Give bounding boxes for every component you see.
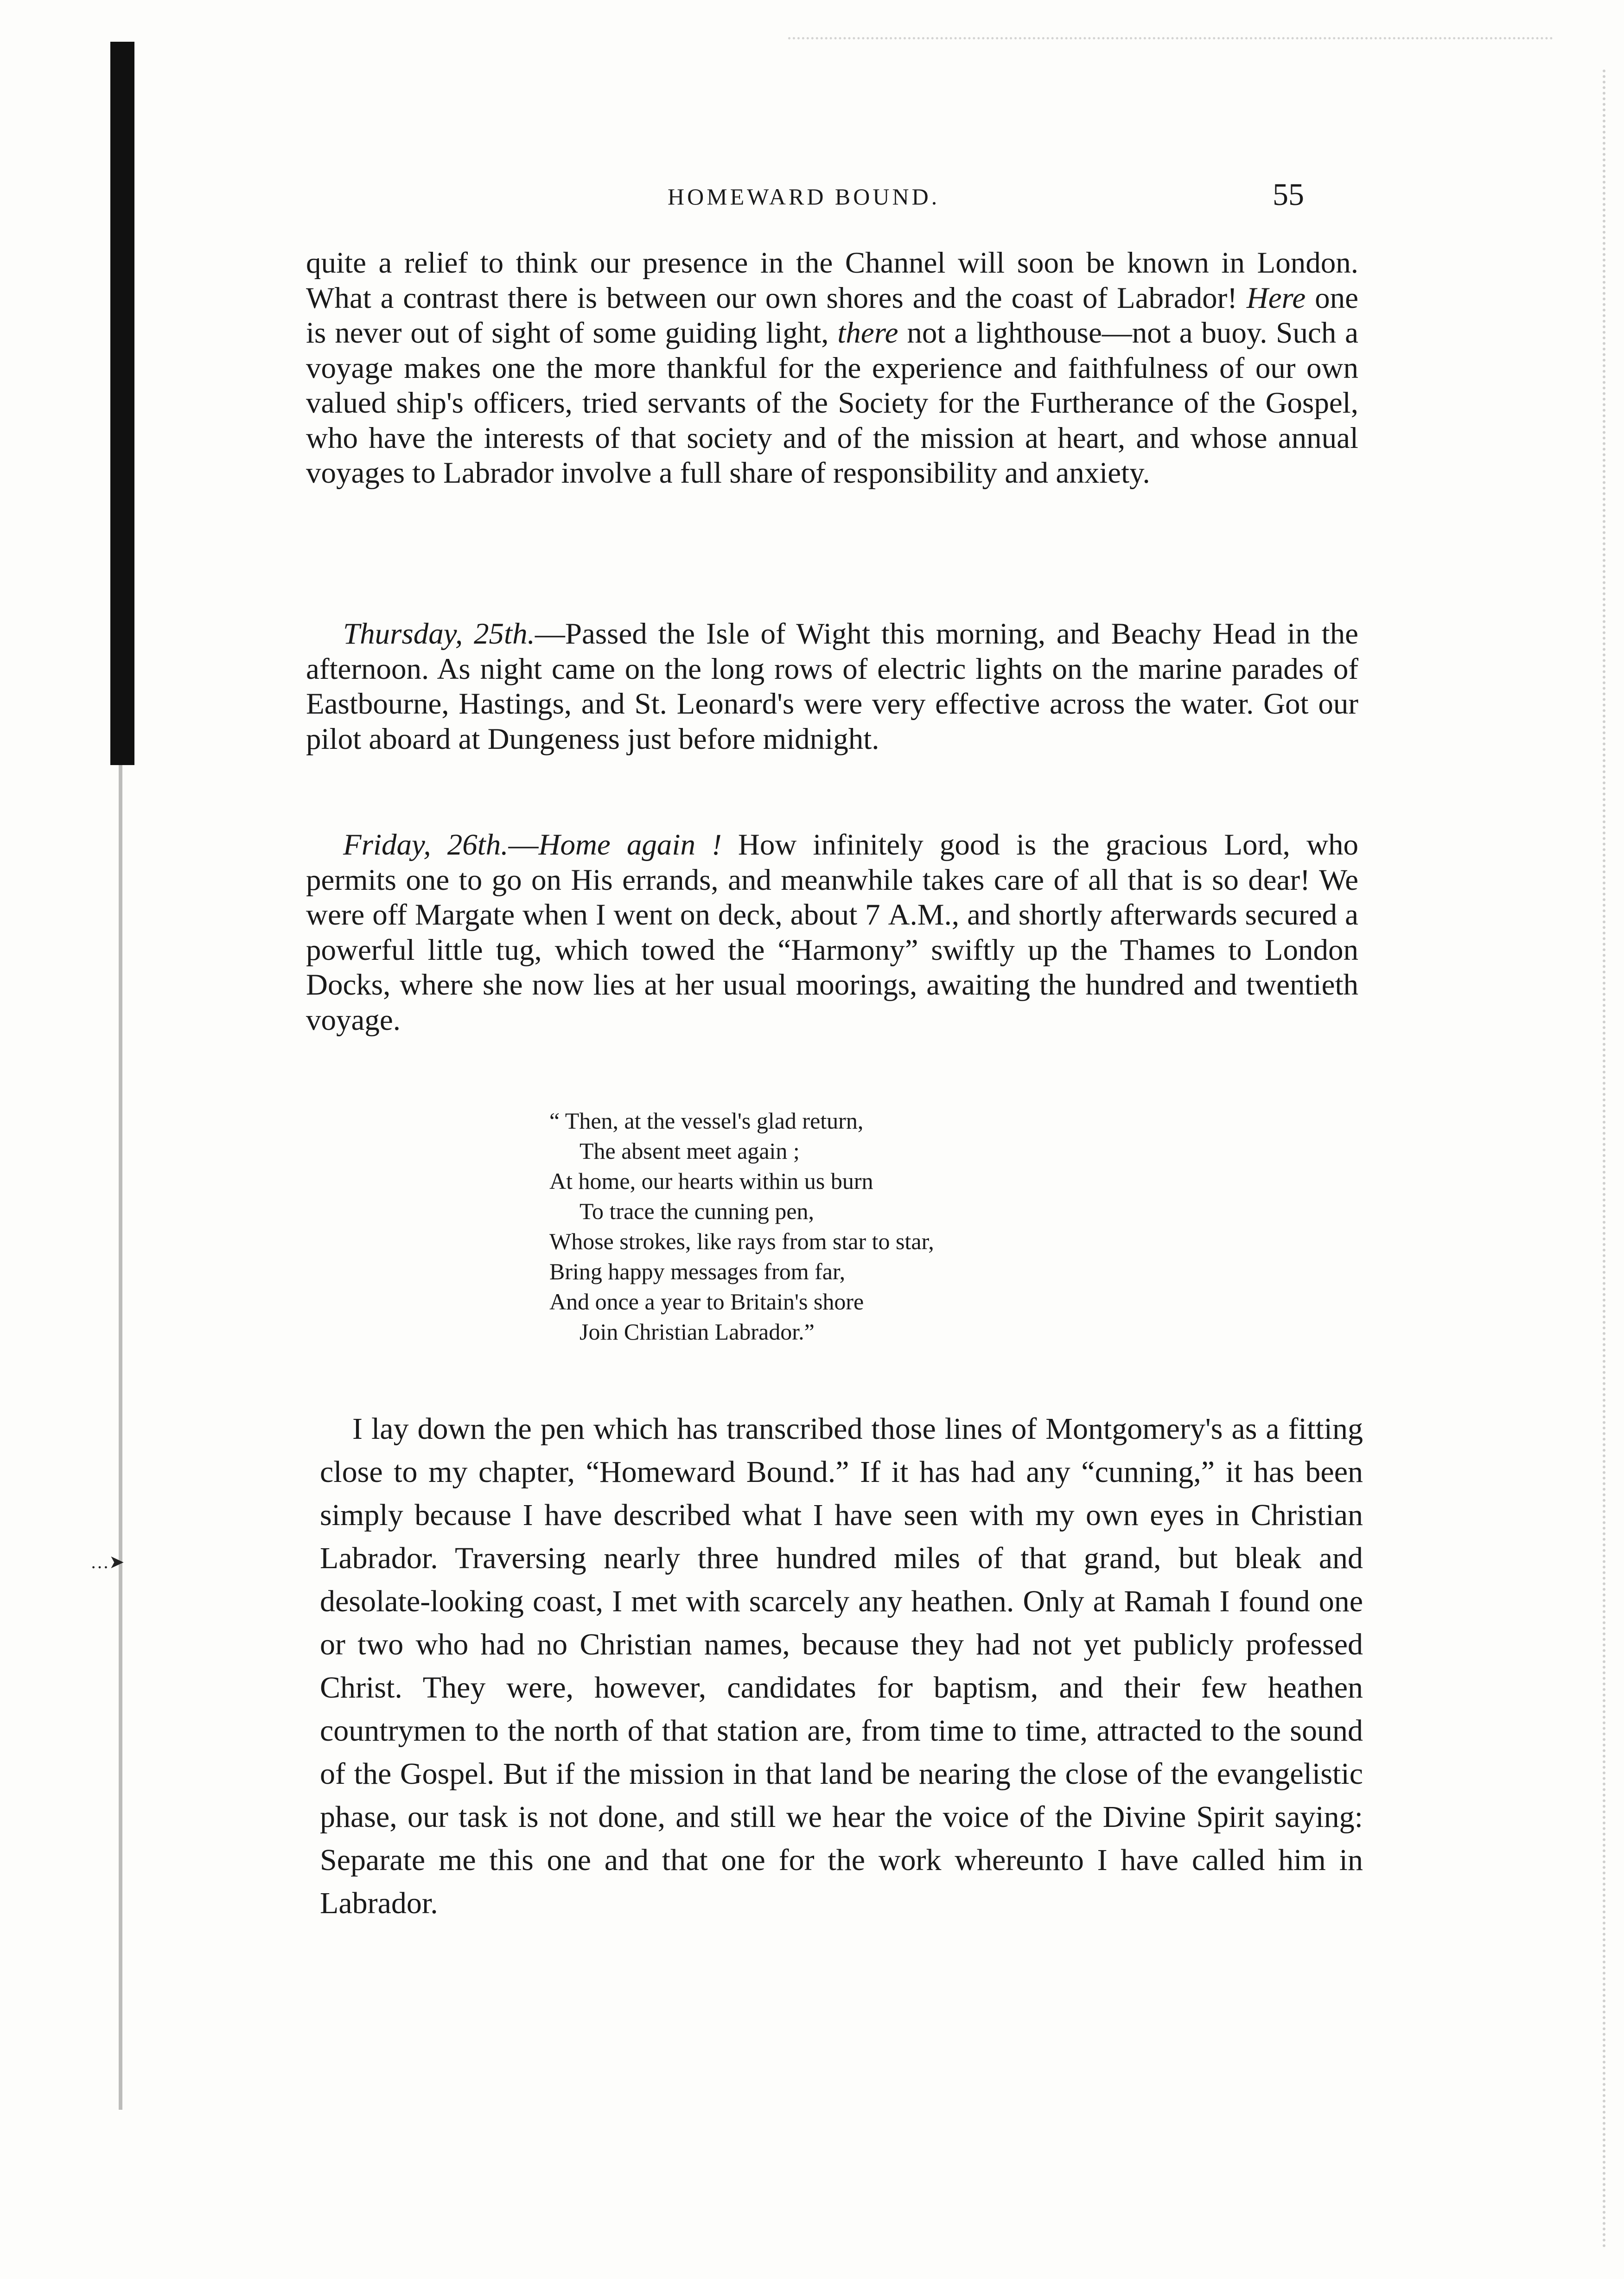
binding-edge (119, 765, 122, 2110)
diary-time-am: A.M. (888, 898, 952, 932)
poem-line: And once a year to Britain's shore (549, 1289, 864, 1315)
paragraph-closing (320, 1407, 1363, 1925)
paragraph-friday (306, 828, 1358, 1038)
poem-line: Bring happy messages from far, (549, 1258, 846, 1284)
intro-text: quite a relief to think our presence in the Channel will soon be known in London. What a contrast there is between our own shores and the coast of Labrador! (306, 246, 1358, 315)
intro-text-mid: one is never out of sight of some guiding light, (306, 281, 1358, 350)
poem-line: At home, our hearts within us burn (549, 1168, 873, 1194)
margin-arrow-icon: …➤ (90, 1551, 125, 1572)
poem-line: Join Christian Labrador.” (580, 1319, 815, 1345)
diary-emphasis-home: Home again ! (538, 828, 722, 862)
running-title: HOMEWARD BOUND. (668, 184, 940, 210)
poem-line: The absent meet again ; (580, 1138, 800, 1164)
intro-emphasis-here: Here (1246, 281, 1306, 315)
poem-line: To trace the cunning pen, (580, 1198, 815, 1224)
diary-date-thursday: Thursday, 25th. (343, 617, 535, 651)
diary-dash: — (508, 828, 539, 862)
diary-date-friday: Friday, 26th. (343, 828, 509, 862)
poem-line: Whose strokes, like rays from star to star, (549, 1228, 934, 1254)
page-number: 55 (1273, 177, 1304, 212)
binding-shadow (110, 42, 134, 765)
closing-text: I lay down the pen which has transcribed those lines of Montgomery's as a fitting close to my chapter, “Homeward Bound.” If it has had any “cunning,” it has been simply because I have described what I have seen with my own eyes in Christian Labrador. Traversing nearly three hundred miles of that grand, but bleak and desolate-looking coast, I met with scarcely any heathen. Only at Ramah I found one or two who had no Christian names, because they had not yet publicly professed Christ. They were, however, candidates for baptism, and their few heathen countrymen to the north of that station are, from time to time, attracted to the sound of the Gospel. But if the mission in that land be nearing the close of the evangelistic phase, our task is not done, and still we hear the voice of the Divine Spirit saying: Separate me this one and that one for the work whereunto I have called him in Labrador. (320, 1412, 1363, 1920)
diary-text-friday-2: , and shortly afterwards secured a powerful little tug, which towed the “Harmony” swiftly up the Thames to London Docks, where she now lies at her usual moorings, awaiting the hundred and twentieth voyage. (306, 898, 1358, 1037)
diary-text-friday-1: How infinitely good is the gracious Lord, who permits one to go on His errands, and meanwhile takes care of all that is so dear! We were off Margate when I went on deck, about 7 (306, 828, 1359, 932)
poem-line: “ Then, at the vessel's glad return, (549, 1108, 864, 1134)
paragraph-thursday (306, 617, 1358, 757)
page-edge-right (1575, 70, 1605, 2249)
poem-quotation (549, 1106, 934, 1347)
diary-text-thursday: —Passed the Isle of Wight this morning, and Beachy Head in the afternoon. As night came on the long rows of electric lights on the marine parades of Eastbourne, Hastings, and St. Leonard's were very effective across the water. Got our pilot aboard at Dungeness just before midnight. (306, 617, 1358, 756)
intro-text-end: not a lighthouse—not a buoy. Such a voyage makes one the more thankful for the experience and faithfulness of our own valued ship's officers, tried servants of the Society for the Furtherance of the Gospel, who have the interests of that society and of the mission at heart, and whose annual voyages to Labrador involve a full share of responsibility and anxiety. (306, 316, 1358, 490)
paragraph-intro (306, 246, 1358, 491)
page-edge-top (788, 37, 1553, 49)
intro-emphasis-there: there (837, 316, 898, 350)
